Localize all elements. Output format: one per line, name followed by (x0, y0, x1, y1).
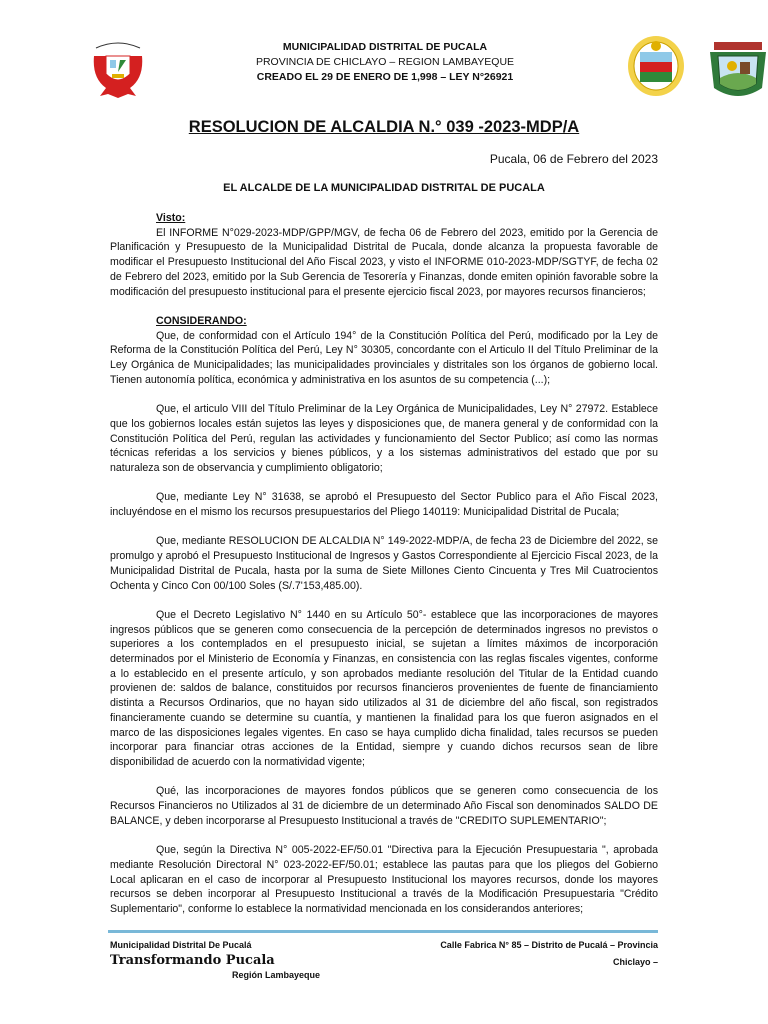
considerando-paragraph: Que el Decreto Legislativo N° 1440 en su Artículo 50°- establece que las incorporaciones de mayores ingresos públicos que se generen como consecuencia de la percepción de determinados ingresos no previstos o superiores a los contemplados en el presupuesto inicial, se sujetan a límites máximos de incorporación determinados por el Ministerio de Economía y Finanzas, en consistencia con las reglas fiscales vigentes, conforme a lo establecido en el presente artículo, y son aprobados mediante resolución del Titular de la Entidad cuando provienen de: saldos de balance, constituidos por recursos financieros provenientes de fuente de financiamiento distinta a Recursos Ordinarios, que no hayan sido utilizados al 31 de diciembre del año fiscal, son registrados financieramente cuando se determine su cuantía, y mantienen la finalidad para los que fueron asignados en el marco de las disposiciones legales vigentes. En caso se haya cumplido dicha finalidad, tales recursos se pueden incorporar para financiar otras acciones de la Entidad, siempre y cuando dichos recursos sean de libre disponibilidad de acuerdo con la normatividad vigente; (110, 608, 658, 768)
considerando-heading: CONSIDERANDO: (156, 314, 247, 327)
issuer-heading: EL ALCALDE DE LA MUNICIPALIDAD DISTRITAL DE PUCALA (223, 182, 545, 194)
peru-shield-icon (90, 38, 146, 100)
footer-address-continued: Chiclayo – (612, 957, 658, 967)
footer-municipality: Municipalidad Distrital De Pucalá (110, 940, 252, 950)
letterhead (0, 0, 768, 110)
considerando-paragraph: Que, mediante Ley N° 31638, se aprobó el Presupuesto del Sector Publico para el Año Fiscal 2023, incluyéndose en el mismo los recursos presupuestarios del Pliego 140119: Municipalidad Distrital de Pucala; (110, 491, 658, 519)
municipality-name: MUNICIPALIDAD DISTRITAL DE PUCALA (282, 41, 488, 53)
resolution-date: Pucala, 06 de Febrero del 2023 (489, 152, 658, 166)
visto-heading: Visto: (156, 212, 186, 224)
visto-paragraph: El INFORME N°029-2023-MDP/GPP/MGV, de fecha 06 de Febrero del 2023, emitido por la Gerencia de Planificación y Presupuesto de la Municipalidad Distrital de Pucala, donde alcanza la propuesta favorable de modificar el Presupuesto Institucional del Año Fiscal 2023, y visto el INFORME 010-2023-MDP/SGTYF, de fecha 02 de Febrero del 2023, emitido por la Sub Gerencia de Tesorería y Finanzas, donde emiten opinión favorable sobre la modificación del presupuesto institucional para el presente ejercicio fiscal 2023, por mayores recursos financieros; (110, 226, 658, 298)
pucala-seal-icon (626, 34, 686, 98)
footer-address: Calle Fabrica N° 85 – Distrito de Pucalá – Provincia (440, 940, 658, 950)
footer-region: Región Lambayeque (232, 970, 321, 980)
footer-divider (108, 930, 658, 933)
resolution-title: RESOLUCION DE ALCALDIA N.° 039 -2023-MDP/A (188, 118, 580, 136)
considerando-paragraph: Que, de conformidad con el Artículo 194° de la Constitución Política del Perú, modificado por la Ley de Reforma de la Constitución Política del Perú, Ley N° 30305, concordante con el Articulo II del Título Preliminar de la Ley Orgánica de Municipalidades; las municipalidades provinciales y distritales son los órganos de gobierno local. Tienen autonomía política, económica y administrativa en los asuntos de su competencia (...); (110, 329, 658, 386)
considerando-paragraph: Qué, las incorporaciones de mayores fondos públicos que se generen como consecuencia de los Recursos Financieros no Utilizados al 31 de diciembre de un determinado Año Fiscal son denominados SALDO DE BALANCE, y deben incorporarse al Presupuesto Institucional a través de "CREDITO SUPLEMENTARIO"; (110, 785, 658, 827)
creation-law: CREADO EL 29 DE ENERO DE 1,998 – LEY N°26921 (256, 71, 514, 83)
pucala-coat-of-arms-icon (708, 38, 768, 104)
considerando-paragraph: Que, el articulo VIII del Título Preliminar de la Ley Orgánica de Municipalidades, Ley N° 27972. Establece que los gobiernos locales están sujetos las leyes y disposiciones que, de manera general y de conformidad con la Constitución Política del Perú, regulan las actividades y funcionamiento del Sector Publico; así como las normas técnicas referidas a los servicios y bienes públicos, y a los sistemas administrativos del estado que por su naturaleza son de observancia y cumplimiento obligatorio; (110, 403, 658, 474)
footer-slogan: Transformando Pucala (110, 953, 275, 968)
province-region: PROVINCIA DE CHICLAYO – REGION LAMBAYEQUE (255, 56, 515, 68)
considerando-paragraph: Que, según la Directiva N° 005-2022-EF/50.01 "Directiva para la Ejecución Presupuestaria ", aprobada mediante Resolución Directoral N° 023-2022-EF/50.01; establece las pautas para que los pliegos del Gobierno Local aplicaran en el caso de incorporar al Presupuesto Institucional los mayores recursos, donde los mayores recursos se deben incorporar al Presupuesto Institucional a través de la Modificación Presupuestaria "Crédito Suplementario", conforme lo establece la normatividad mencionada en los considerandos anteriores; (110, 844, 658, 915)
document-body (110, 211, 658, 931)
considerando-paragraph: Que, mediante RESOLUCION DE ALCALDIA N° 149-2022-MDP/A, de fecha 23 de Diciembre del 2022, se promulgo y aprobó el Presupuesto Institucional de Ingresos y Gastos Correspondiente al Ejercicio Fiscal 2023, de la Municipalidad Distrital de Pucala, hasta por la suma de Siete Millones Ciento Cincuenta y Tres Mil Cuatrocientos Ochenta y Cinco Con 00/100 Soles (S/.7'153,485.00). (110, 535, 658, 592)
